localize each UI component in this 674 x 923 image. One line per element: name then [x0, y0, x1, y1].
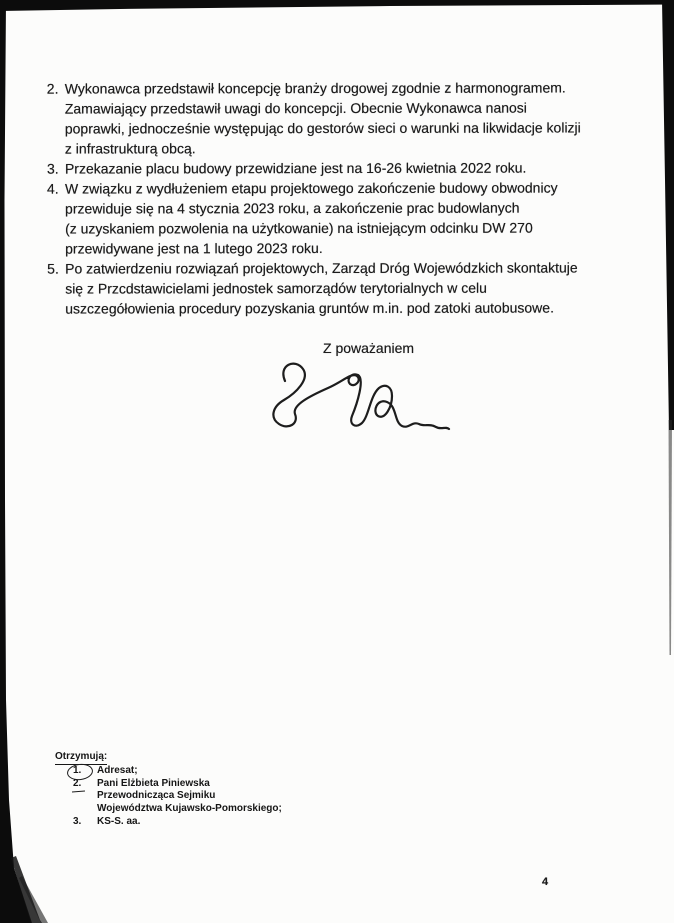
list-item-5 [47, 257, 627, 318]
letter-body [47, 77, 628, 318]
text-line: W związku z wydłużeniem etapu projektowego zakończenie budowy obwodnicy [64, 179, 558, 197]
recipient-row-2 [55, 778, 282, 816]
text-line: Pani Elżbieta Piniewska [97, 777, 210, 789]
item-number: 2. [46, 80, 59, 97]
hand-drawn-underline-mark [72, 790, 85, 792]
text-line: Adresat; [97, 764, 138, 776]
list-item-3 [47, 157, 627, 178]
list-item-2 [47, 77, 627, 158]
distribution-label: Otrzymują: [55, 751, 107, 765]
scan-edge-right-lower [669, 420, 673, 655]
scan-streak-left-1 [11, 856, 42, 923]
text-line: Województwa Kujawsko-Pomorskiego; [97, 803, 282, 815]
text-line: Wykonawca przedstawił koncepcję branży drogowej zgodnie z harmonogramem. [64, 79, 566, 97]
recipient-number: 2. [73, 777, 82, 789]
text-line: przewiduje się na 4 stycznia 2023 roku, a zakończenie prac budowlanych [65, 199, 520, 217]
text-line: Przekazanie placu budowy przewidziane jest na 16-26 kwietnia 2022 roku. [64, 159, 527, 177]
text-line: (z uzyskaniem pozwolenia na użytkowanie) na istniejącym odcinku DW 270 [65, 219, 533, 237]
text-line: Przewodnicząca Sejmiku [97, 790, 216, 802]
recipient-number: 1. [73, 764, 82, 776]
recipient-text [97, 778, 282, 816]
text-line: z infrastrukturą obcą. [64, 140, 196, 157]
text-line: się z Przcdstawicielami jednostek samorządów terytorialnych w celu [65, 279, 487, 297]
text-line: Po zatwierdzeniu rozwiązań projektowych, Zarząd Dróg Wojewódzkich skontaktuje [65, 259, 578, 277]
item-number: 4. [46, 180, 59, 197]
text-line: Zamawiający przedstawił uwagi do koncepcji. Obecnie Wykonawca nanosi [64, 99, 527, 117]
text-line: poprawki, jednocześnie występując do gestorów sieci o warunki na likwidacje kolizji [64, 119, 581, 137]
signature-scribble [258, 360, 458, 452]
scan-edge-left [0, 0, 32, 923]
recipient-text [97, 816, 140, 829]
text-line: KS-S. aa. [97, 815, 141, 827]
scan-edge-right-upper [662, 0, 674, 430]
distribution-list [55, 751, 282, 829]
recipient-text [97, 765, 138, 778]
item-number: 3. [46, 160, 59, 177]
item-text [65, 77, 581, 158]
scan-edge-top [0, 0, 674, 11]
text-line: przewidywane jest na 1 lutego 2023 roku. [65, 240, 323, 257]
item-text [65, 257, 578, 318]
recipient-row-3 [55, 816, 282, 829]
item-number: 5. [47, 260, 59, 277]
text-line: uszczegółowienia procedury pozyskania gruntów m.in. pod zatoki autobusowe. [65, 299, 554, 317]
recipient-number: 3. [73, 815, 82, 827]
item-text [65, 178, 558, 259]
page-number: 4 [542, 876, 549, 888]
scan-streak-left-2 [19, 876, 48, 923]
list-item-4 [47, 177, 627, 258]
item-text [65, 158, 527, 179]
closing-phrase: Z poważaniem [323, 340, 415, 356]
